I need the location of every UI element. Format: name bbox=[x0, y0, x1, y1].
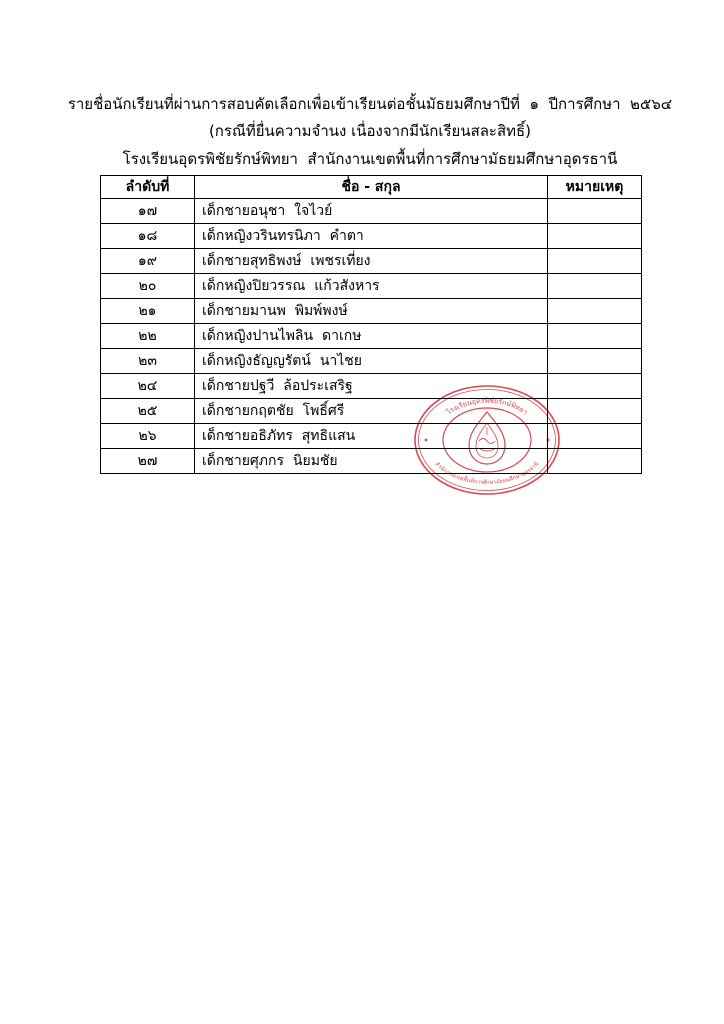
table-row bbox=[101, 299, 642, 324]
order-number-cell: ๒๑ bbox=[101, 299, 195, 324]
stamp-dot-left bbox=[425, 439, 428, 442]
table-row bbox=[101, 324, 642, 349]
remark-cell bbox=[548, 274, 642, 299]
student-name-cell: เด็กชายกฤตชัย โพธิ์ศรี bbox=[195, 399, 548, 424]
order-number-cell: ๒๗ bbox=[101, 449, 195, 474]
remark-cell bbox=[548, 299, 642, 324]
stamp-dot-right bbox=[547, 439, 550, 442]
remark-cell bbox=[548, 224, 642, 249]
order-number-cell: ๒๔ bbox=[101, 374, 195, 399]
remark-cell bbox=[548, 249, 642, 274]
student-name-cell: เด็กชายอธิภัทร สุทธิแสน bbox=[195, 424, 548, 449]
stamp-text-top: โรงเรียนอุดรพิชัยรักษ์พิทยา bbox=[444, 396, 530, 417]
document-title: รายชื่อนักเรียนที่ผ่านการสอบคัดเลือกเพื่อเข้าเรียนต่อชั้นมัธยมศึกษาปีที่ ๑ ปีการศึกษา ๒๕๖๔ bbox=[67, 95, 673, 113]
table-row bbox=[101, 199, 642, 224]
student-name-cell: เด็กชายสุทธิพงษ์ เพชรเที่ยง bbox=[195, 249, 548, 274]
order-number-cell: ๒๐ bbox=[101, 274, 195, 299]
table-header-row bbox=[101, 176, 642, 199]
order-number-cell: ๒๒ bbox=[101, 324, 195, 349]
student-name-cell: เด็กชายปฐวี ล้อประเสริฐ bbox=[195, 374, 548, 399]
student-name-cell: เด็กชายศุภกร นิยมชัย bbox=[195, 449, 548, 474]
table-row bbox=[101, 249, 642, 274]
student-name-cell: เด็กชายมานพ พิมพ์พงษ์ bbox=[195, 299, 548, 324]
student-name-cell: เด็กชายอนุชา ใจไวย์ bbox=[195, 199, 548, 224]
remark-cell bbox=[548, 199, 642, 224]
document-subtitle: (กรณีที่ยื่นความจำนง เนื่องจากมีนักเรียนสละสิทธิ์) bbox=[208, 122, 532, 140]
order-number-cell: ๒๓ bbox=[101, 349, 195, 374]
stamp-emblem-icon bbox=[469, 412, 505, 464]
order-number-cell: ๑๙ bbox=[101, 249, 195, 274]
remark-cell bbox=[548, 349, 642, 374]
school-and-office-line: โรงเรียนอุดรพิชัยรักษ์พิทยา สำนักงานเขตพื้นที่การศึกษามัธยมศึกษาอุดรธานี bbox=[122, 150, 618, 168]
table-row bbox=[101, 224, 642, 249]
order-number-cell: ๑๗ bbox=[101, 199, 195, 224]
table-row bbox=[101, 274, 642, 299]
student-name-cell: เด็กหญิงวรินทรนิภา คำตา bbox=[195, 224, 548, 249]
stamp-inner-ring bbox=[443, 408, 531, 472]
order-number-cell: ๑๘ bbox=[101, 224, 195, 249]
student-name-cell: เด็กหญิงปิยวรรณ แก้วสังหาร bbox=[195, 274, 548, 299]
order-number-cell: ๒๕ bbox=[101, 399, 195, 424]
header-order-number: ลำดับที่ bbox=[101, 176, 195, 199]
table-row bbox=[101, 349, 642, 374]
student-name-cell: เด็กหญิงปานไพลิน ดาเกษ bbox=[195, 324, 548, 349]
order-number-cell: ๒๖ bbox=[101, 424, 195, 449]
student-name-cell: เด็กหญิงธัญญรัตน์ นาไชย bbox=[195, 349, 548, 374]
header-remark: หมายเหตุ bbox=[548, 176, 642, 199]
stamp-text-bottom: สำนักงานเขตพื้นที่การศึกษามัธยมศึกษาอุดรธานี bbox=[433, 461, 541, 487]
header-full-name: ชื่อ - สกุล bbox=[195, 176, 548, 199]
remark-cell bbox=[548, 324, 642, 349]
school-stamp bbox=[412, 383, 562, 497]
